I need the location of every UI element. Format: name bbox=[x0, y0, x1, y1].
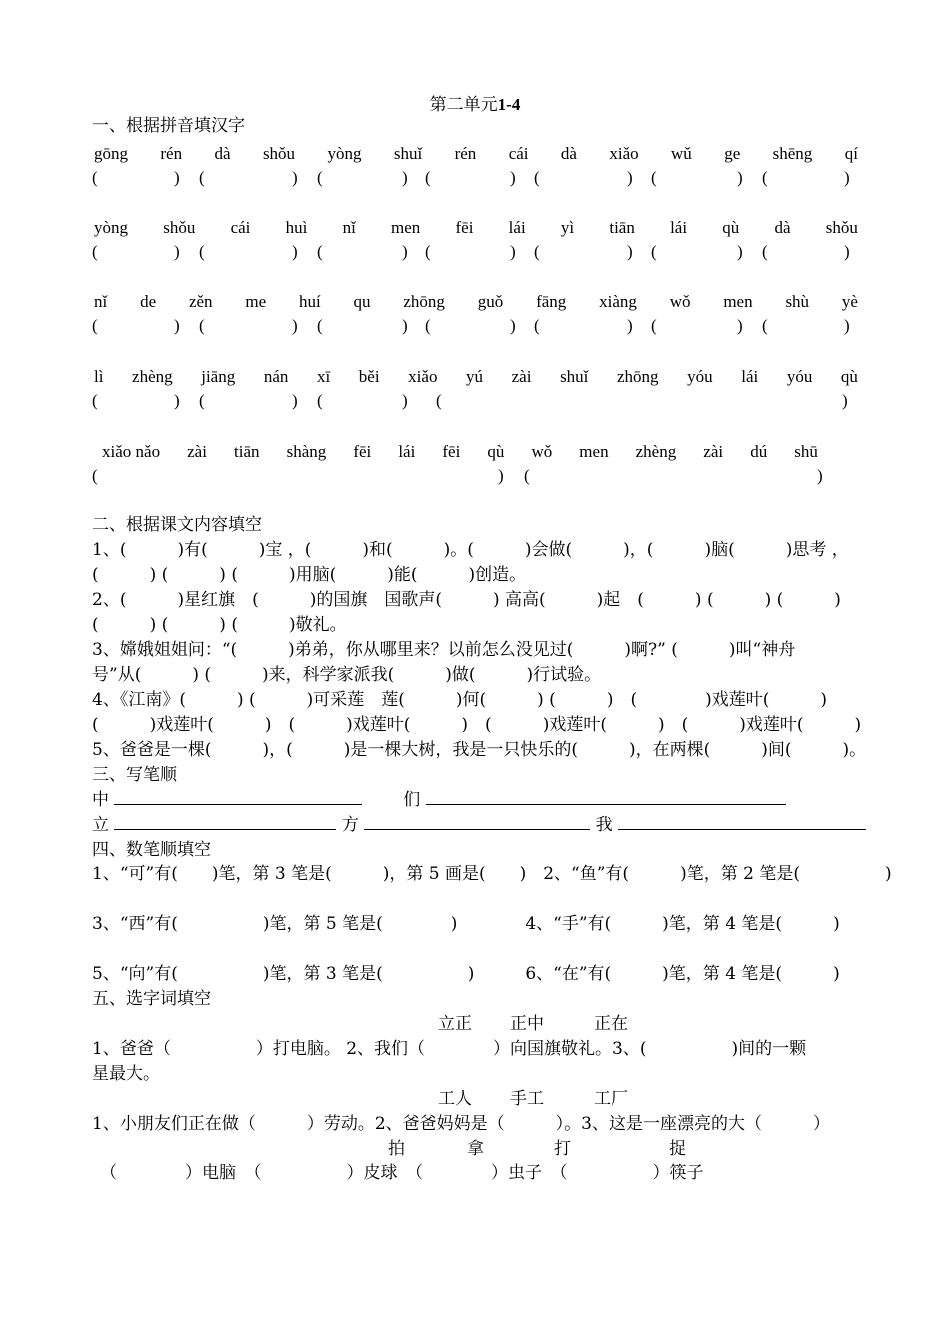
paren-close: ) bbox=[510, 316, 516, 335]
paren-open: ( bbox=[199, 391, 205, 410]
pinyin-syllable: dà bbox=[560, 144, 577, 163]
paren-open: ( bbox=[762, 316, 768, 335]
pinyin-syllable: shǒu bbox=[163, 218, 196, 237]
word-choice: 工厂 bbox=[594, 1089, 628, 1109]
s2-line-9: 5、爸爸是一棵( )，( )是一棵大树，我是一只快乐的( )，在两棵( )间( )。 bbox=[92, 740, 867, 760]
pinyin-syllable: cái bbox=[508, 144, 529, 163]
s2-line-3: 2、( )星红旗 ( )的国旗 国歌声( ) 高高( )起 ( ) ( ) ( ) bbox=[92, 590, 841, 610]
pinyin-syllable: nán bbox=[263, 367, 289, 386]
pinyin-syllable: qu bbox=[353, 292, 371, 311]
char-zhong: 中 bbox=[92, 790, 109, 810]
paren-close: ) bbox=[844, 316, 850, 335]
s5-line-1b: 星最大。 bbox=[92, 1064, 160, 1084]
paren-open: ( bbox=[762, 168, 768, 187]
pinyin-syllable: fēi bbox=[455, 218, 474, 237]
paren-open: ( bbox=[436, 391, 442, 410]
pinyin-syllable: men bbox=[579, 442, 609, 461]
word-choice: 正在 bbox=[594, 1014, 628, 1034]
pinyin-syllable: yì bbox=[560, 218, 575, 237]
pinyin-syllable: zài bbox=[511, 367, 532, 386]
s2-line-7: 4、《江南》( ) ( )可采莲 莲( )何( ) ( ) ( )戏莲叶( ) bbox=[92, 690, 827, 710]
pinyin-syllable: lái bbox=[508, 218, 526, 237]
pinyin-syllable: shù bbox=[785, 292, 810, 311]
section-1-heading: 一、根据拼音填汉字 bbox=[92, 116, 245, 136]
pinyin-syllable: yú bbox=[466, 367, 484, 386]
s2-line-4: ( ) ( ) ( )敬礼。 bbox=[92, 615, 347, 635]
paren-open: ( bbox=[317, 316, 323, 335]
paren-open: ( bbox=[534, 168, 540, 187]
pinyin-syllable: cái bbox=[230, 218, 251, 237]
pinyin-syllable: běi bbox=[358, 367, 380, 386]
char-fang: 方 bbox=[341, 815, 359, 835]
paren-open: ( bbox=[199, 316, 205, 335]
pinyin-syllable: qù bbox=[840, 367, 858, 386]
pinyin-syllable: nǐ bbox=[342, 218, 356, 237]
word-choices-1 bbox=[438, 1012, 666, 1036]
pinyin-row-1 bbox=[92, 142, 860, 166]
pinyin-syllable: shēng bbox=[772, 144, 813, 163]
title-number: 1-4 bbox=[497, 95, 521, 114]
paren-open: ( bbox=[651, 242, 657, 261]
pinyin-syllable: xiǎo bbox=[408, 367, 438, 386]
paren-close: ) bbox=[174, 391, 180, 410]
pinyin-syllable: xiàng bbox=[599, 292, 637, 311]
paren-close: ) bbox=[842, 391, 848, 410]
paren-open: ( bbox=[425, 316, 431, 335]
word-choice: 拿 bbox=[467, 1139, 484, 1159]
pinyin-syllable: fēi bbox=[442, 442, 461, 461]
char-li: 立 bbox=[92, 815, 109, 835]
stroke-line-wo[interactable] bbox=[618, 813, 866, 830]
pinyin-syllable: lái bbox=[741, 367, 759, 386]
pinyin-syllable: tiān bbox=[234, 442, 260, 461]
paren-close: ) bbox=[174, 316, 180, 335]
paren-open: ( bbox=[92, 168, 98, 187]
s4-line-2: 3、“西”有( )笔，第 5 笔是( ) 4、“手”有( )笔，第 4 笔是( ) bbox=[92, 914, 840, 934]
paren-open: ( bbox=[425, 168, 431, 187]
paren-open: ( bbox=[92, 316, 98, 335]
paren-close: ) bbox=[627, 242, 633, 261]
paren-open: ( bbox=[199, 168, 205, 187]
pinyin-syllable: gōng bbox=[94, 144, 128, 163]
pinyin-syllable: zhèng bbox=[635, 442, 677, 461]
pinyin-syllable: lì bbox=[94, 367, 104, 386]
pinyin-syllable: zěn bbox=[188, 292, 213, 311]
paren-close: ) bbox=[737, 242, 743, 261]
pinyin-syllable: rén bbox=[454, 144, 477, 163]
pinyin-syllable: zhèng bbox=[132, 367, 173, 386]
paren-open: ( bbox=[92, 242, 98, 261]
pinyin-syllable: me bbox=[245, 292, 267, 311]
pinyin-syllable: huì bbox=[285, 218, 308, 237]
pinyin-syllable: zài bbox=[703, 442, 724, 461]
pinyin-row-5 bbox=[100, 440, 820, 464]
pinyin-syllable: fāng bbox=[536, 292, 567, 311]
paren-close: ) bbox=[817, 466, 823, 485]
pinyin-syllable: men bbox=[391, 218, 421, 237]
paren-open: ( bbox=[651, 316, 657, 335]
word-choice: 正中 bbox=[510, 1014, 544, 1034]
section-4-heading: 四、数笔顺填空 bbox=[92, 840, 211, 860]
pinyin-syllable: men bbox=[723, 292, 753, 311]
paren-close: ) bbox=[402, 168, 408, 187]
word-choice: 拍 bbox=[388, 1139, 405, 1159]
s2-line-6: 号”从( ) ( )来，科学家派我( )做( )行试验。 bbox=[92, 665, 602, 685]
pinyin-syllable: dà bbox=[774, 218, 791, 237]
pinyin-syllable: tiān bbox=[609, 218, 635, 237]
paren-close: ) bbox=[627, 316, 633, 335]
paren-open: ( bbox=[92, 391, 98, 410]
paren-close: ) bbox=[292, 316, 298, 335]
stroke-row-1 bbox=[92, 788, 860, 812]
paren-open: ( bbox=[317, 168, 323, 187]
pinyin-syllable: xī bbox=[316, 367, 331, 386]
pinyin-syllable: yóu bbox=[786, 367, 813, 386]
paren-open: ( bbox=[425, 242, 431, 261]
s2-line-8: ( )戏莲叶( ) ( )戏莲叶( ) ( )戏莲叶( ) ( )戏莲叶( ) bbox=[92, 715, 862, 735]
paren-close: ) bbox=[627, 168, 633, 187]
pinyin-syllable: xiǎo nǎo bbox=[102, 442, 161, 461]
stroke-line-men[interactable] bbox=[426, 788, 786, 805]
paren-close: ) bbox=[292, 242, 298, 261]
pinyin-syllable: yòng bbox=[94, 218, 128, 237]
s4-line-1: 1、“可”有( )笔，第 3 笔是( )，第 5 画是( ) 2、“鱼”有( )笔，第 2 笔是( ) bbox=[92, 864, 892, 884]
pinyin-syllable: fēi bbox=[353, 442, 372, 461]
char-wo: 我 bbox=[595, 815, 613, 835]
pinyin-syllable: ge bbox=[724, 144, 741, 163]
pinyin-syllable: dà bbox=[214, 144, 231, 163]
pinyin-syllable: rén bbox=[160, 144, 183, 163]
paren-open: ( bbox=[651, 168, 657, 187]
pinyin-syllable: qí bbox=[844, 144, 858, 163]
paren-close: ) bbox=[737, 168, 743, 187]
paren-close: ) bbox=[402, 391, 408, 410]
pinyin-syllable: yóu bbox=[687, 367, 713, 386]
pinyin-syllable: zhōng bbox=[403, 292, 445, 311]
pinyin-syllable: wǒ bbox=[531, 442, 553, 461]
pinyin-syllable: yè bbox=[841, 292, 858, 311]
pinyin-syllable: nǐ bbox=[94, 292, 108, 311]
pinyin-syllable: lái bbox=[398, 442, 416, 461]
s5-line-3: （ ）电脑 （ ）皮球 （ ）虫子 （ ）筷子 bbox=[100, 1163, 704, 1183]
pinyin-syllable: wǔ bbox=[671, 144, 692, 163]
paren-close: ) bbox=[174, 242, 180, 261]
paren-close: ) bbox=[174, 168, 180, 187]
paren-open: ( bbox=[317, 391, 323, 410]
pinyin-syllable: guǒ bbox=[477, 292, 504, 311]
paren-close: ) bbox=[844, 168, 850, 187]
stroke-line-li[interactable] bbox=[114, 813, 336, 830]
pinyin-syllable: zhōng bbox=[617, 367, 659, 386]
pinyin-syllable: shū bbox=[794, 442, 818, 461]
pinyin-syllable: shàng bbox=[286, 442, 327, 461]
pinyin-syllable: jiāng bbox=[201, 367, 236, 386]
paren-open: ( bbox=[317, 242, 323, 261]
paren-close: ) bbox=[402, 242, 408, 261]
paren-close: ) bbox=[737, 316, 743, 335]
pinyin-syllable: qù bbox=[722, 218, 740, 237]
pinyin-syllable: lái bbox=[670, 218, 688, 237]
word-choice: 捉 bbox=[669, 1139, 686, 1159]
section-2-heading: 二、根据课文内容填空 bbox=[92, 515, 262, 535]
paren-close: ) bbox=[292, 391, 298, 410]
pinyin-syllable: zài bbox=[187, 442, 207, 461]
paren-close: ) bbox=[402, 316, 408, 335]
pinyin-syllable: qù bbox=[487, 442, 505, 461]
pinyin-syllable: de bbox=[140, 292, 157, 311]
pinyin-row-4 bbox=[92, 365, 860, 389]
s5-line-2: 1、小朋友们正在做（ ）劳动。2、爸爸妈妈是（ ）。3、这是一座漂亮的大（ ） bbox=[92, 1114, 830, 1134]
word-choices-3 bbox=[388, 1137, 724, 1161]
paren-open: ( bbox=[92, 466, 98, 485]
word-choice: 立正 bbox=[438, 1014, 472, 1034]
word-choice: 手工 bbox=[510, 1089, 544, 1109]
paren-open: ( bbox=[524, 466, 530, 485]
paren-open: ( bbox=[762, 242, 768, 261]
s2-line-2: ( ) ( ) ( )用脑( )能( )创造。 bbox=[92, 565, 527, 585]
s5-line-1: 1、爸爸（ ）打电脑。 2、我们（ ）向国旗敬礼。3、( )间的一颗 bbox=[92, 1039, 807, 1059]
pinyin-syllable: shuǐ bbox=[560, 367, 589, 386]
section-5-heading: 五、选字词填空 bbox=[92, 989, 211, 1009]
paren-open: ( bbox=[534, 242, 540, 261]
pinyin-syllable: shǒu bbox=[262, 144, 296, 163]
paren-close: ) bbox=[510, 242, 516, 261]
s2-line-5: 3、嫦娥姐姐问：“( )弟弟，你从哪里来？以前怎么没见过( )啊?” ( )叫“神舟 bbox=[92, 640, 796, 660]
pinyin-syllable: xiǎo bbox=[609, 144, 639, 163]
paren-close: ) bbox=[510, 168, 516, 187]
pinyin-row-3 bbox=[92, 290, 860, 314]
word-choice: 工人 bbox=[438, 1089, 472, 1109]
s2-line-1: 1、( )有( )宝 ，( )和( )。( )会做( )，( )脑( )思考 ， bbox=[92, 540, 849, 560]
pinyin-syllable: wǒ bbox=[669, 292, 691, 311]
section-3-heading: 三、写笔顺 bbox=[92, 765, 177, 785]
pinyin-syllable: huí bbox=[298, 292, 321, 311]
word-choice: 打 bbox=[554, 1139, 571, 1159]
paren-close: ) bbox=[498, 466, 504, 485]
char-men: 们 bbox=[403, 790, 421, 810]
pinyin-syllable: dú bbox=[750, 442, 768, 461]
word-choices-2 bbox=[438, 1087, 666, 1111]
paren-close: ) bbox=[292, 168, 298, 187]
pinyin-syllable: shuǐ bbox=[393, 144, 423, 163]
stroke-row-2 bbox=[92, 813, 860, 837]
paren-close: ) bbox=[844, 242, 850, 261]
stroke-line-zhong[interactable] bbox=[114, 788, 362, 805]
title-text: 第二单元 bbox=[429, 95, 498, 115]
pinyin-row-2 bbox=[92, 216, 860, 240]
paren-open: ( bbox=[199, 242, 205, 261]
s4-line-3: 5、“向”有( )笔，第 3 笔是( ) 6、“在”有( )笔，第 4 笔是( ) bbox=[92, 964, 840, 984]
pinyin-syllable: yòng bbox=[327, 144, 362, 163]
page-title bbox=[0, 90, 950, 115]
stroke-line-fang[interactable] bbox=[364, 813, 590, 830]
pinyin-syllable: shǒu bbox=[825, 218, 858, 237]
paren-open: ( bbox=[534, 316, 540, 335]
